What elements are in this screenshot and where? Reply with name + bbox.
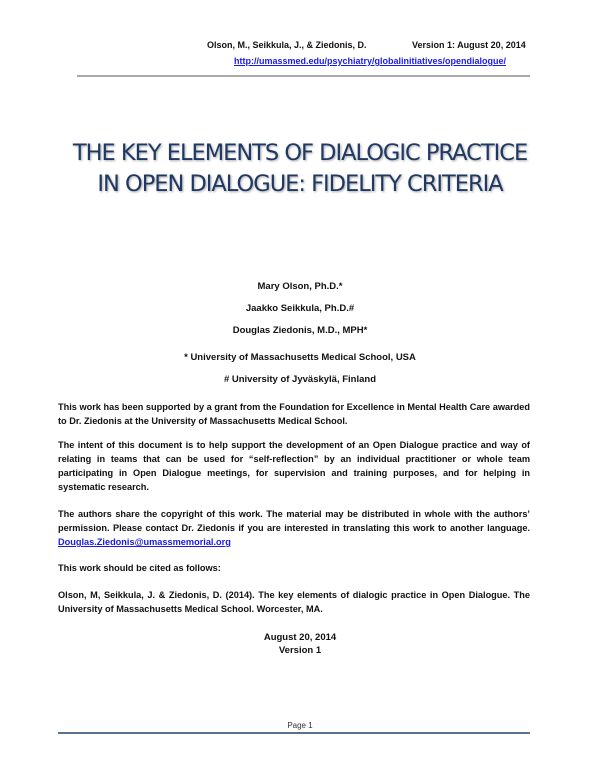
intent-paragraph: The intent of this document is to help support the development of an Open Dialogue practice and way of relating in teams that can be used for “self-reflection” by an individual practitioner or whole team participating in Open Dialogue meetings, for supervision and training purposes, and for helping in systematic research. xyxy=(58,440,530,492)
version: Version 1 xyxy=(278,645,322,656)
page-number: Page 1 xyxy=(287,721,313,730)
header-authors: Olson, M., Seikkula, J., & Ziedonis, D. xyxy=(207,40,367,50)
support-paragraph: This work has been supported by a grant from the Foundation for Excellence in Mental Health Care awarded to Dr. Ziedonis at the University of Massachusetts Medical School. xyxy=(58,402,530,426)
header-rule xyxy=(77,75,530,77)
header-url-link[interactable]: http://umassmed.edu/psychiatry/globalinitiatives/opendialogue/ xyxy=(234,56,507,66)
author-1: Mary Olson, Ph.D.* xyxy=(257,281,343,292)
author-2: Jaakko Seikkula, Ph.D.# xyxy=(245,303,355,314)
header-version: Version 1: August 20, 2014 xyxy=(412,40,526,50)
citation: Olson, M, Seikkula, J. & Ziedonis, D. (2014). The key elements of dialogic practice in Open Dialogue. The University of Massachusetts Medical School. Worcester, MA. xyxy=(58,590,530,614)
copyright-text: The authors share the copyright of this work. The material may be distributed in whole with the authors’ permission. Please contact Dr. Ziedonis if you are interested in translating this work to another language. xyxy=(58,509,530,533)
document-title xyxy=(40,138,560,200)
date: August 20, 2014 xyxy=(263,632,337,643)
copyright-paragraph xyxy=(58,507,530,549)
affiliation-2: # University of Jyväskylä, Finland xyxy=(223,374,377,385)
cite-intro: This work should be cited as follows: xyxy=(58,563,221,573)
title-line-2: IN OPEN DIALOGUE: FIDELITY CRITERIA xyxy=(97,171,503,197)
footer-rule xyxy=(58,732,530,734)
email-link[interactable]: Douglas.Ziedonis@umassmemorial.org xyxy=(58,537,231,547)
affiliation-1: * University of Massachusetts Medical School, USA xyxy=(184,352,416,363)
author-3: Douglas Ziedonis, M.D., MPH* xyxy=(232,325,368,336)
title-line-1: THE KEY ELEMENTS OF DIALOGIC PRACTICE xyxy=(72,140,528,166)
